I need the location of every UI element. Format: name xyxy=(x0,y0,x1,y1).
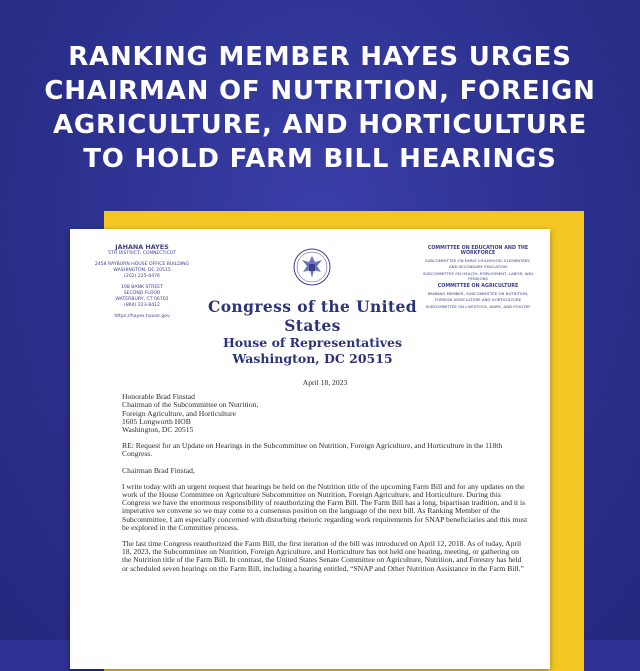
subcommittee-line: SUBCOMMITTEE ON LIVESTOCK, DAIRY, AND POULTRY xyxy=(425,303,531,309)
dc-office-line: WASHINGTON, DC 20515 xyxy=(113,268,171,273)
dc-office-line: 2458 RAYBURN HOUSE OFFICE BUILDING xyxy=(94,262,190,267)
letterhead-right xyxy=(422,243,534,309)
district-office-line: (860) 223-8412 xyxy=(124,303,160,308)
member-name: JAHANA HAYES xyxy=(115,243,169,251)
headline-line: CHAIRMAN OF NUTRITION, FOREIGN xyxy=(44,76,596,106)
salutation: Chairman Brad Finstad, xyxy=(122,465,195,475)
body-paragraph: I write today with an urgent request that hearings be held on the Nutrition title of the upcoming Farm Bill and for any updates on the work of the House Committee on Agriculture Subcommittee on Nutrition, Foreign Agriculture, and Horticulture. During this Congress we have the enormous responsibility of reauthorizing the Farm Bill. The Farm Bill has a long, bipartisan tradition, and it is imperative we convene so we may come to a consensus position on the language of the next bill. As Ranking Member of the Subcommittee, I am especially concerned with disturbing rhetoric regarding work requirements for SNAP beneficiaries and this must be explored in the Committee process. xyxy=(122,481,528,532)
address-line: Foreign Agriculture, and Horticulture xyxy=(122,408,236,418)
masthead-line: Washington, DC 20515 xyxy=(232,351,393,366)
district-office-line: WATERBURY, CT 06702 xyxy=(115,297,169,302)
district-office-line: 108 BANK STREET xyxy=(121,285,163,290)
address-line: Chairman of the Subcommittee on Nutrition, xyxy=(122,400,259,410)
masthead-line: Congress of the United States xyxy=(207,297,418,335)
member-district: 5TH DISTRICT, CONNECTICUT xyxy=(107,251,177,256)
body-paragraph: The last time Congress reauthorized the Farm Bill, the first iteration of the bill was introduced on April 12, 2018. As of today, April 18, 2023, the Subcommittee on Nutrition, Foreign Agriculture, and Horticulture has not held one hearing, meeting, or gathering on the Nutrition title of the Farm Bill. In contrast, the United States Senate Committee on Agriculture, Nutrition, and Forestry has held or scheduled seven hearings on the Farm Bill, including a hearing entitled, “SNAP and Other Nutrition Assistance in the Farm Bill.” xyxy=(122,539,524,573)
committee-title: COMMITTEE ON EDUCATION AND THE WORKFORCE xyxy=(427,246,529,257)
letterhead-left xyxy=(92,243,192,320)
letter-date: April 18, 2023 xyxy=(302,378,348,387)
address-line: Honorable Brad Finstad xyxy=(122,392,195,402)
subject-line: RE: Request for an Update on Hearings in the Subcommittee on Nutrition, Foreign Agriculture, and Horticulture in the 118th Congress. xyxy=(122,441,503,459)
masthead-line: House of Representatives xyxy=(223,335,402,350)
recipient-address xyxy=(122,393,528,434)
committee-title: COMMITTEE ON AGRICULTURE xyxy=(437,284,519,290)
letter-document xyxy=(70,229,550,669)
subcommittee-line: SUBCOMMITTEE ON HEALTH, EMPLOYMENT, LABOR, AND PENSIONS xyxy=(422,270,534,282)
headline-line: TO HOLD FARM BILL HEARINGS xyxy=(83,144,557,174)
congress-masthead xyxy=(190,297,435,367)
letter-body xyxy=(122,379,528,581)
headline-line: RANKING MEMBER HAYES URGES xyxy=(68,42,572,72)
website-link[interactable]: https://hayes.house.gov xyxy=(114,314,170,319)
headline xyxy=(20,40,620,176)
district-office-line: SECOND FLOOR xyxy=(123,291,161,296)
dc-office-line: (202) 225-4476 xyxy=(124,274,160,279)
headline-line: AGRICULTURE, AND HORTICULTURE xyxy=(52,110,588,140)
subcommittee-line: RANKING MEMBER, SUBCOMMITTEE ON NUTRITION, FOREIGN AGRICULTURE AND HORTICULTURE xyxy=(427,291,529,302)
address-line: 1605 Longworth HOB xyxy=(122,416,191,426)
subcommittee-line: SUBCOMMITTEE ON EARLY CHILDHOOD, ELEMENTARY, AND SECONDARY EDUCATION xyxy=(425,258,531,269)
house-seal-icon xyxy=(292,247,332,287)
address-line: Washington, DC 20515 xyxy=(122,425,194,435)
